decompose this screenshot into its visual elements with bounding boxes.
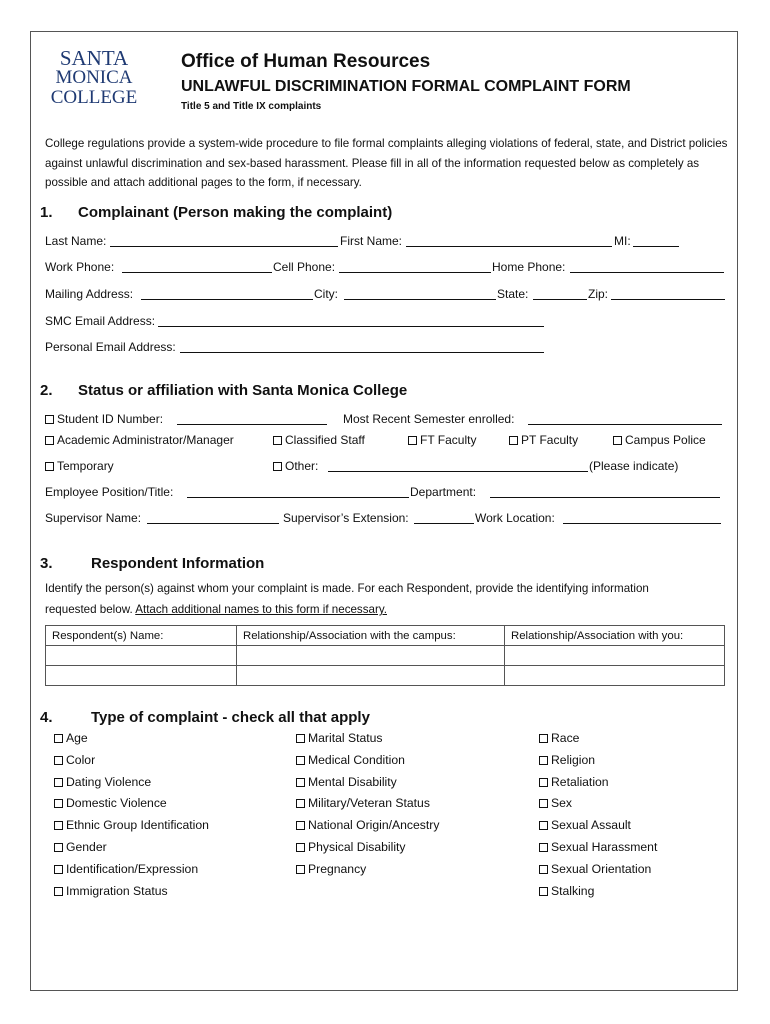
first-name-label: First Name: [340,234,403,248]
logo-line-2: MONICA [55,67,133,88]
section-number: 3. [40,555,53,572]
section-title: Type of complaint - check all that apply [91,709,370,726]
option-label: Mental Disability [308,774,397,789]
smc-email-label: SMC Email Address: [45,314,156,328]
checkbox[interactable] [509,436,518,445]
mi-field[interactable] [633,234,679,247]
complaint-option[interactable] [54,881,209,903]
complaint-option[interactable] [539,837,657,859]
option-label: Sexual Harassment [551,839,658,854]
checkbox[interactable] [296,756,305,765]
personal-email-label: Personal Email Address: [45,340,176,354]
option-label: Physical Disability [308,839,406,854]
section-2-heading [40,382,407,399]
supervisor-name-field[interactable] [147,511,279,524]
section-1-heading [40,204,392,221]
first-name-field[interactable] [406,234,612,247]
work-phone-field[interactable] [122,260,272,273]
respondent-name-cell[interactable] [46,666,237,686]
complaint-option[interactable] [539,772,657,794]
complaint-column-2 [296,728,439,881]
zip-field[interactable] [611,287,725,300]
complaint-option[interactable] [539,815,657,837]
checkbox[interactable] [296,865,305,874]
department-label: Department: [410,485,477,499]
option-label: Race [551,731,580,745]
please-indicate-label: (Please indicate) [589,459,679,473]
option-label: Sexual Assault [551,818,631,833]
checkbox[interactable] [539,756,548,765]
table-header-cell: Respondent(s) Name: [46,626,237,646]
recent-semester-field[interactable] [528,412,722,425]
student-id-field[interactable] [177,412,327,425]
section-number: 2. [40,382,53,399]
logo-line-3: COLLEGE [50,87,138,108]
option-label: Ethnic Group Identification [66,818,209,833]
complaint-option[interactable] [539,859,657,881]
complaint-option[interactable] [54,859,209,881]
campus-relationship-cell[interactable] [237,666,505,686]
complaint-option[interactable] [296,793,439,815]
smc-email-field[interactable] [158,314,544,327]
option-label: Gender [66,839,107,854]
work-location-label: Work Location: [475,511,555,525]
checkbox[interactable] [539,799,548,808]
checkbox[interactable] [539,734,548,743]
mi-label: MI: [614,234,631,248]
position-label: Employee Position/Title: [45,485,174,499]
checkbox[interactable] [54,865,63,874]
option-label: Color [66,752,96,767]
supervisor-name-label: Supervisor Name: [45,511,142,525]
section-3-heading [40,555,264,572]
respondent-instructions-2 [45,603,387,616]
respondent-table [45,625,725,686]
recent-semester-label: Most Recent Semester enrolled: [343,412,515,426]
section-4-heading [40,709,370,726]
complaint-option[interactable] [296,750,439,772]
pt-faculty-label: PT Faculty [521,433,579,447]
complaint-option[interactable] [296,815,439,837]
checkbox[interactable] [296,843,305,852]
checkbox[interactable] [54,887,63,896]
personal-email-field[interactable] [180,340,544,353]
complaint-column-3 [539,728,657,902]
form-title: UNLAWFUL DISCRIMINATION FORMAL COMPLAINT FORM [181,78,631,95]
department-field[interactable] [490,485,720,498]
temporary-option[interactable] [45,459,114,473]
checkbox[interactable] [539,778,548,787]
complaint-column-1 [54,728,209,902]
complaint-option[interactable] [539,750,657,772]
option-label: Marital Status [308,731,383,745]
supervisor-extension-label: Supervisor’s Extension: [283,511,409,525]
checkbox[interactable] [296,821,305,830]
state-field[interactable] [533,287,587,300]
home-phone-label: Home Phone: [492,260,566,274]
academic-admin-option[interactable] [45,433,234,447]
checkbox[interactable] [54,821,63,830]
office-title: Office of Human Resources [181,51,431,72]
complaint-option[interactable] [54,772,209,794]
option-label: National Origin/Ancestry [308,818,440,833]
checkbox[interactable] [273,462,282,471]
checkbox[interactable] [45,462,54,471]
form-subtitle: Title 5 and Title IX complaints [181,101,322,112]
option-label: Medical Condition [308,752,405,767]
checkbox[interactable] [45,436,54,445]
complaint-option[interactable] [539,881,657,903]
intro-paragraph: College regulations provide a system-wide procedure to file formal complaints alleging violations of federal, state, and District policies against unlawful discrimination and sex-based harassment. Please fill in all of the information requested below as completely as possible and attach additional pages to the form, if necessary. [45,137,728,189]
home-phone-field[interactable] [570,260,724,273]
classified-staff-label: Classified Staff [285,433,365,447]
complaint-option[interactable] [54,793,209,815]
instructions-text: requested below. [45,603,136,616]
classified-staff-option[interactable] [273,433,365,447]
checkbox[interactable] [273,436,282,445]
work-location-field[interactable] [563,511,721,524]
table-header-row [46,626,725,646]
position-field[interactable] [187,485,409,498]
mailing-address-field[interactable] [141,287,313,300]
complaint-option[interactable] [54,750,209,772]
cell-phone-label: Cell Phone: [273,260,336,274]
complaint-option[interactable] [54,815,209,837]
table-row [46,666,725,686]
respondent-name-cell[interactable] [46,646,237,666]
checkbox[interactable] [296,734,305,743]
logo-line-1: SANTA [59,46,129,70]
checkbox[interactable] [54,843,63,852]
campus-police-option[interactable] [613,433,706,447]
complaint-option[interactable] [296,837,439,859]
option-label: Pregnancy [308,861,367,876]
respondent-instructions-1: Identify the person(s) against whom your complaint is made. For each Respondent, provide the identifying information [45,582,649,595]
section-title: Complainant (Person making the complaint) [78,204,393,221]
ft-faculty-label: FT Faculty [420,433,477,447]
temporary-label: Temporary [57,459,114,473]
checkbox[interactable] [539,887,548,896]
option-label: Immigration Status [66,883,168,898]
campus-police-label: Campus Police [625,433,706,447]
section-title: Respondent Information [91,555,265,572]
student-id-option[interactable] [45,412,163,426]
table-header-cell: Relationship/Association with the campus: [237,626,505,646]
pt-faculty-option[interactable] [509,433,578,447]
checkbox[interactable] [45,415,54,424]
your-relationship-cell[interactable] [505,646,725,666]
other-label: Other: [285,459,319,473]
city-field[interactable] [344,287,496,300]
ft-faculty-option[interactable] [408,433,476,447]
santa-monica-college-logo [48,48,140,112]
cell-phone-field[interactable] [339,260,491,273]
complaint-option[interactable] [539,728,657,750]
academic-admin-label: Academic Administrator/Manager [57,433,234,447]
complaint-option[interactable] [54,837,209,859]
option-label: Sexual Orientation [551,861,652,876]
instructions-underlined: Attach additional names to this form if necessary. [135,603,387,616]
option-label: Domestic Violence [66,796,167,811]
section-number: 4. [40,709,53,726]
checkbox[interactable] [539,865,548,874]
last-name-field[interactable] [110,234,338,247]
other-option[interactable] [273,459,318,473]
table-header-cell: Relationship/Association with you: [505,626,725,646]
checkbox[interactable] [539,821,548,830]
section-number: 1. [40,204,53,221]
checkbox[interactable] [54,778,63,787]
campus-relationship-cell[interactable] [237,646,505,666]
option-label: Military/Veteran Status [308,796,430,811]
checkbox[interactable] [296,799,305,808]
table-row [46,646,725,666]
last-name-label: Last Name: [45,234,107,248]
complaint-option[interactable] [296,728,439,750]
mailing-address-label: Mailing Address: [45,287,134,301]
checkbox[interactable] [296,778,305,787]
option-label: Retaliation [551,774,609,789]
checkbox[interactable] [54,799,63,808]
checkbox[interactable] [613,436,622,445]
option-label: Sex [551,796,573,811]
checkbox[interactable] [54,756,63,765]
option-label: Religion [551,752,596,767]
section-title: Status or affiliation with Santa Monica College [78,382,408,399]
complaint-option[interactable] [539,793,657,815]
option-label: Age [66,731,88,745]
work-phone-label: Work Phone: [45,260,115,274]
option-label: Stalking [551,883,595,898]
checkbox[interactable] [54,734,63,743]
checkbox[interactable] [408,436,417,445]
city-label: City: [314,287,338,301]
supervisor-extension-field[interactable] [414,511,474,524]
student-id-label: Student ID Number: [57,412,164,426]
complaint-option[interactable] [296,772,439,794]
option-label: Dating Violence [66,774,152,789]
state-label: State: [497,287,529,301]
other-field[interactable] [328,459,588,472]
your-relationship-cell[interactable] [505,666,725,686]
checkbox[interactable] [539,843,548,852]
complaint-option[interactable] [54,728,209,750]
complaint-option[interactable] [296,859,439,881]
option-label: Identification/Expression [66,861,199,876]
zip-label: Zip: [588,287,609,301]
